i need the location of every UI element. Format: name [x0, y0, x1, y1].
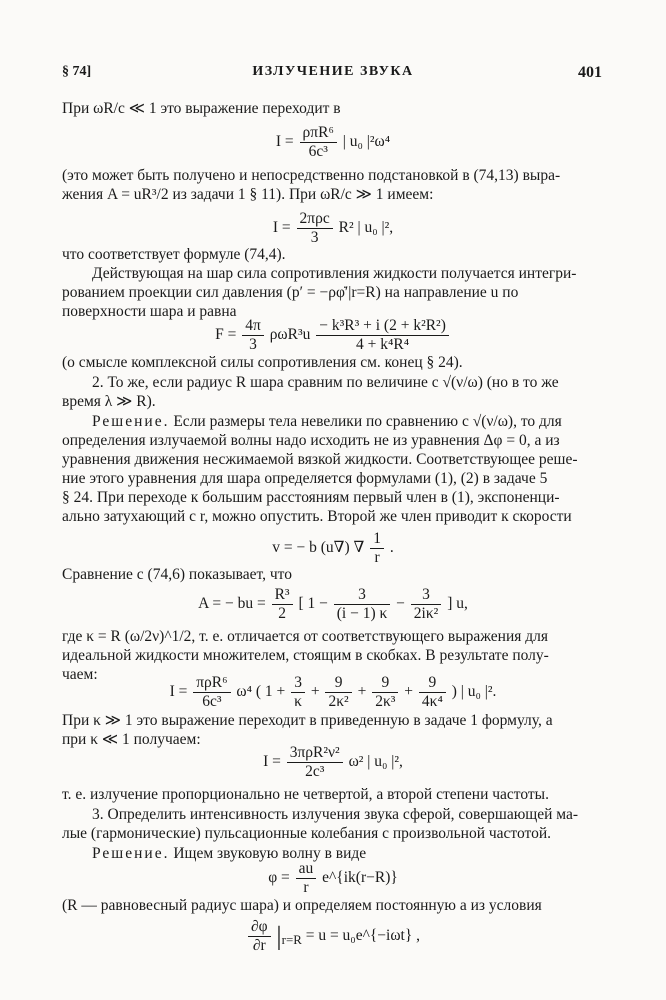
- page-number: 401: [578, 64, 602, 81]
- text-line: при κ ≪ 1 получаем:: [62, 731, 201, 748]
- text-line: чаем:: [62, 666, 98, 683]
- text-line: ально затухающий с r, можно опустить. Второй же член приводит к скорости: [62, 508, 572, 525]
- text-line: ние этого уравнения для шара определяется формулами (1), (2) в задаче 5: [62, 470, 548, 487]
- text-line: жения A = uR³/2 из задачи 1 § 11). При ωR/c ≫ 1 имеем:: [62, 186, 434, 203]
- text-line: (R — равновесный радиус шара) и определяем постоянную a из условия: [62, 897, 542, 914]
- text-line: идеальной жидкости множителем, стоящим в скобках. В результате полу-: [62, 647, 549, 664]
- solution-label: Решение.: [92, 413, 170, 430]
- text-line: т. е. излучение пропорционально не четвертой, а второй степени частоты.: [62, 786, 549, 803]
- text-line: При ωR/c ≪ 1 это выражение переходит в: [62, 100, 341, 117]
- text-line: рованием проекции сил давления (p′ = −ρφ̇′|r=R) на направление u по: [62, 284, 519, 301]
- equation-9: $\frac{\partial\varphi}{\partial r}$ $|_{r=R} = u$ = u₀e^{−iωt} ,: [0, 918, 666, 955]
- section-marker: § 74]: [62, 64, 92, 79]
- text-line: лые (гармонические) пульсационные колебания с произвольной частотой.: [62, 825, 552, 842]
- equation-3: F = $\frac{4\pi}{3}$ ρωR³u $\frac{\text{− k³R³ + i (2 + k²R²)}}{\text{4 + k⁴R⁴}}$: [0, 317, 666, 354]
- text-line: Сравнение с (74,6) показывает, что: [62, 566, 292, 583]
- equation-4: v = − b (u∇) ∇ $\frac{1}{r}$ .: [272, 530, 394, 566]
- text-line: что соответствует формуле (74,4).: [62, 246, 286, 263]
- text-line: время λ ≫ R).: [62, 393, 156, 410]
- equation-7: I = $\frac{\text{3πρR²ν²}}{\text{2c³}}$ ω² | u₀ |²,: [263, 744, 403, 780]
- running-title: ИЗЛУЧЕНИЕ ЗВУКА: [252, 64, 414, 79]
- text-line: где κ = R (ω/2ν)^1/2, т. е. отличается от соответствующего выражения для: [62, 628, 549, 645]
- text-line: При κ ≫ 1 это выражение переходит в приведенную в задаче 1 формулу, а: [62, 712, 553, 729]
- text-line: (это может быть получено и непосредственно подстановкой в (74,13) выра-: [62, 167, 561, 184]
- equation-2: I = $\frac{\text{2πρc}}{3}$ R² | u₀ |²,: [272, 210, 394, 246]
- solution-label: Решение.: [92, 845, 170, 862]
- solution-3-line: Решение. Ищем звуковую волну в виде: [92, 845, 367, 862]
- text-line: Действующая на шар сила сопротивления жидкости получается интегри-: [92, 265, 577, 282]
- equation-8: φ = $\frac{au}{r}$ e^{ik(r−R)}: [268, 860, 398, 896]
- text-line: уравнения движения несжимаемой вязкой жидкости. Соответствующее реше-: [62, 451, 578, 468]
- text-line: (о смысле комплексной силы сопротивления см. конец § 24).: [62, 354, 463, 371]
- text-line: § 24. При переходе к большим расстояниям первый член в (1), экспоненци-: [62, 489, 560, 506]
- equation-1: I = $\frac{\text{ρπR⁶}}{\text{6c³}}$ | u₀ |²ω⁴: [275, 124, 391, 160]
- solution-2-line: Решение. Если размеры тела невелики по сравнению с √(ν/ω), то для: [92, 413, 562, 430]
- problem-2-line: 2. То же, если радиус R шара сравним по величине с √(ν/ω) (но в то же: [92, 374, 559, 391]
- equation-5: A = − bu = $\frac{\text{R³}}{2}$ [ 1 − $\frac{3}{(i - 1) \kappa}$ − $\frac{3}{\text{2iκ²}}$ ] u,: [198, 586, 468, 622]
- text-line: определения излучаемой волны надо исходить не из уравнения Δφ = 0, а из: [62, 432, 560, 449]
- text-line: поверхности шара и равна: [62, 303, 237, 320]
- problem-3-line: 3. Определить интенсивность излучения звука сферой, совершающей ма-: [92, 806, 579, 823]
- equation-6: I = $\frac{\text{πρR⁶}}{\text{6c³}}$ ω⁴ ( 1 + $\frac{3}{\kappa}$ + $\frac{9}{\text{2κ²}}$ + $\frac{9}{\text{2κ³}}$ + $\frac{9}{\text{4κ⁴}}$ ) | u₀ |².: [169, 674, 497, 710]
